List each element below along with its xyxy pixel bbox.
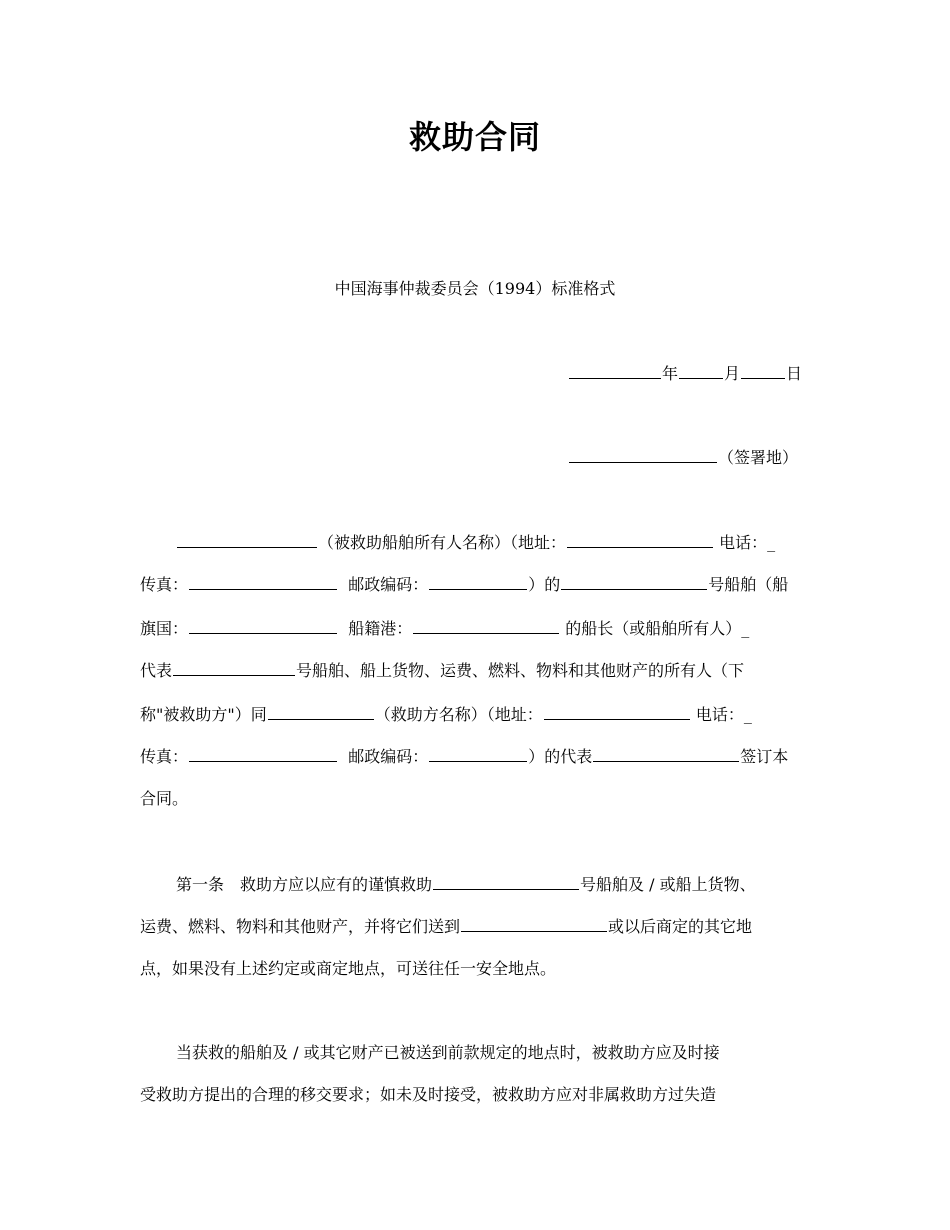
article-text: 号船舶及 / 或船上货物、: [580, 875, 756, 894]
parties-text: 签订本: [740, 747, 789, 766]
represented-vessel-blank[interactable]: [173, 658, 295, 676]
owner-address-blank[interactable]: [567, 530, 713, 548]
owner-postcode-blank[interactable]: [429, 572, 527, 590]
salvor-representative-blank[interactable]: [593, 744, 739, 762]
sign-place-blank[interactable]: [569, 445, 717, 463]
parties-text: 的船长（或船舶所有人）_: [565, 619, 750, 638]
parties-text: 代表: [140, 661, 173, 680]
parties-text: 称"被救助方"）同: [140, 705, 267, 724]
flag-state-blank[interactable]: [189, 616, 337, 634]
parties-text: 传真：: [140, 575, 189, 594]
salvor-name-blank[interactable]: [268, 702, 374, 720]
parties-text: 邮政编码：: [348, 747, 429, 766]
date-line: [568, 361, 802, 385]
document-title: 救助合同: [408, 118, 541, 156]
month-label: 月: [724, 364, 741, 383]
parties-text: 旗国：: [140, 619, 189, 638]
article-text: 点，如果没有上述约定或商定地点，可送往任一安全地点。: [140, 959, 557, 978]
paragraph-text: 当获救的船舶及 / 或其它财产已被送到前款规定的地点时，被救助方应及时接: [176, 1043, 720, 1062]
parties-text: 号船舶、船上货物、运费、燃料、物料和其他财产的所有人（下: [296, 661, 745, 680]
parties-text: ）的: [528, 575, 561, 594]
year-blank[interactable]: [569, 361, 661, 379]
parties-text: 号船舶（船: [708, 575, 789, 594]
parties-text: 邮政编码：: [348, 575, 429, 594]
owner-fax-blank[interactable]: [189, 572, 337, 590]
parties-text: （被救助船舶所有人名称）（地址：: [318, 533, 567, 552]
sign-place-label: （签署地）: [718, 448, 799, 467]
vessel-name-blank[interactable]: [561, 572, 707, 590]
parties-text: （救助方名称）（地址：: [374, 705, 543, 724]
parties-text: 电话：_: [719, 533, 776, 552]
article-text: 第一条 救助方应以应有的谨慎救助: [176, 875, 433, 894]
parties-text: 传真：: [140, 747, 189, 766]
sign-place-line: [568, 445, 798, 469]
article-text: 运费、燃料、物料和其他财产，并将它们送到: [140, 917, 461, 936]
salvaged-vessel-blank[interactable]: [433, 872, 579, 890]
salvor-postcode-blank[interactable]: [429, 744, 527, 762]
port-registry-blank[interactable]: [413, 616, 559, 634]
salvor-address-blank[interactable]: [544, 702, 690, 720]
document-subtitle: 中国海事仲裁委员会（1994）标准格式: [334, 279, 616, 298]
parties-text: 电话：_: [695, 705, 752, 724]
article-text: 或以后商定的其它地: [608, 917, 753, 936]
day-label: 日: [786, 364, 803, 383]
parties-text: 船籍港：: [348, 619, 413, 638]
day-blank[interactable]: [741, 361, 785, 379]
paragraph-text: 受救助方提出的合理的移交要求；如未及时接受，被救助方应对非属救助方过失造: [140, 1085, 717, 1104]
parties-text: 合同。: [140, 789, 189, 808]
year-label: 年: [662, 364, 679, 383]
salvor-fax-blank[interactable]: [189, 744, 337, 762]
owner-name-blank[interactable]: [177, 530, 317, 548]
month-blank[interactable]: [679, 361, 723, 379]
destination-blank[interactable]: [461, 914, 607, 932]
parties-text: ）的代表: [528, 747, 593, 766]
